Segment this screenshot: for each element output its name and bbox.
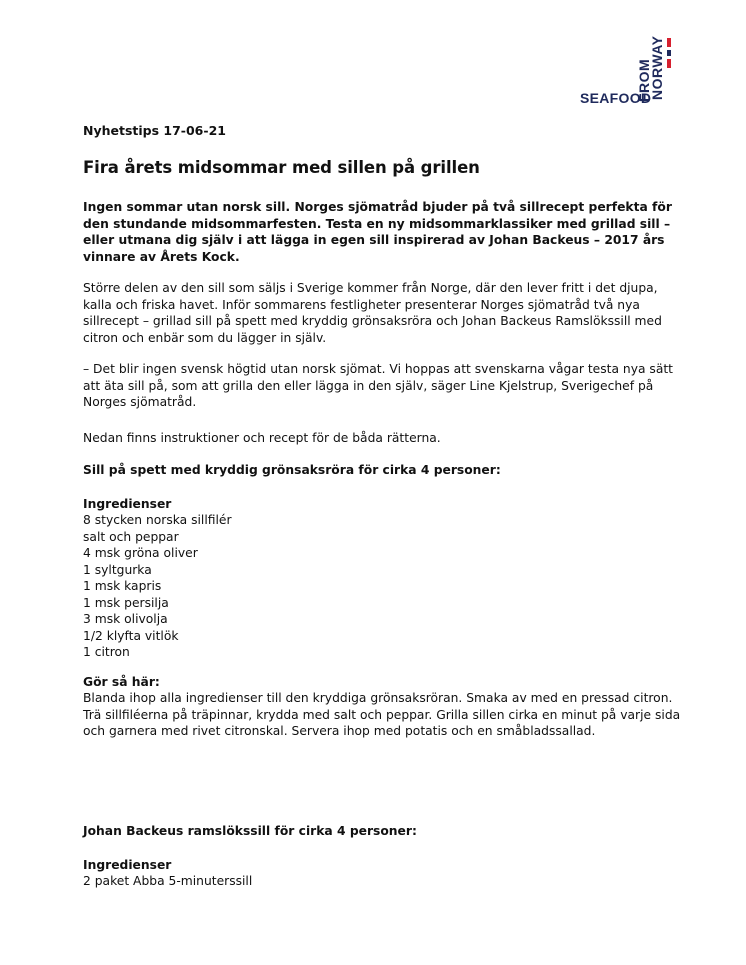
ingredient-item: 1/2 klyfta vitlök bbox=[83, 628, 179, 643]
flag-stripe-red-top bbox=[667, 38, 671, 47]
flag-stripe-blue bbox=[667, 50, 671, 56]
recipe-2-heading: Johan Backeus ramslökssill för cirka 4 personer: bbox=[83, 824, 417, 838]
ingredient-item: 1 syltgurka bbox=[83, 562, 152, 577]
lead-paragraph: Ingen sommar utan norsk sill. Norges sjömatråd bjuder på två sillrecept perfekta för den stundande midsommarfesten. Testa en ny midsommarklassiker med grillad sill – eller utmana dig själv i att lägga in egen sill inspirerad av Johan Backeus – 2017 års vinnare av Årets Kock. bbox=[83, 200, 672, 264]
newsletter-date-label: Nyhetstips 17-06-21 bbox=[83, 123, 226, 138]
logo-word-norway: NORWAY bbox=[649, 36, 665, 100]
body-paragraph-3: Nedan finns instruktioner och recept för de båda rätterna. bbox=[83, 431, 441, 445]
ingredient-item: 4 msk gröna oliver bbox=[83, 546, 198, 560]
recipe-1-heading: Sill på spett med kryddig grönsaksröra för cirka 4 personer: bbox=[83, 463, 501, 477]
recipe-1-method-text: Blanda ihop alla ingredienser till den kryddiga grönsaksröran. Smaka av med en pressad citron. Trä sillfiléerna på träpinnar, krydda med salt och peppar. Grilla sillen cirka en minut på varje sida och garnera med rivet citronskal. Servera ihop med potatis och en småbladssallad. bbox=[83, 691, 681, 738]
ingredient-item: 1 msk persilja bbox=[83, 595, 169, 610]
recipe-1-method-heading: Gör så här: bbox=[83, 675, 160, 689]
ingredient-item: salt och peppar bbox=[83, 529, 179, 544]
flag-stripe-red-bottom bbox=[667, 59, 671, 68]
logo-word-seafood: SEAFOOD bbox=[580, 90, 652, 106]
body-paragraph-2: – Det blir ingen svensk högtid utan norsk sjömat. Vi hoppas att svenskarna vågar testa nya sätt att äta sill på, som att grilla den eller lägga in den själv, säger Line Kjelstrup, Sverigechef på Norges sjömatråd. bbox=[83, 362, 674, 409]
recipe-2-ingredients-heading: Ingredienser bbox=[83, 858, 172, 872]
seafood-from-norway-logo-graphic bbox=[580, 36, 680, 128]
recipe-1-ingredient-list bbox=[83, 512, 683, 661]
ingredient-item: 1 msk kapris bbox=[83, 579, 162, 593]
ingredient-item: 2 paket Abba 5-minuterssill bbox=[83, 874, 253, 888]
logo-word-from: FROM bbox=[636, 58, 652, 102]
ingredient-item: 3 msk olivolja bbox=[83, 612, 168, 626]
body-paragraph-1: Större delen av den sill som säljs i Sverige kommer från Norge, där den lever fritt i det djupa, kalla och friska havet. Inför sommarens festligheter presenterar Norges sjömatråd två nya sillrecept – grillad sill på spett med kryddig grönsaksröra och Johan Backeus Ramslökssill med citron och enbär som du lägger in själv. bbox=[83, 281, 662, 345]
recipe-1-ingredients-heading: Ingredienser bbox=[83, 497, 172, 511]
recipe-2-ingredient-list bbox=[83, 873, 683, 890]
ingredient-item: 1 citron bbox=[83, 645, 130, 659]
seafood-from-norway-logo bbox=[580, 36, 680, 128]
page-title: Fira årets midsommar med sillen på grillen bbox=[83, 158, 480, 177]
ingredient-item: 8 stycken norska sillfilér bbox=[83, 513, 232, 527]
